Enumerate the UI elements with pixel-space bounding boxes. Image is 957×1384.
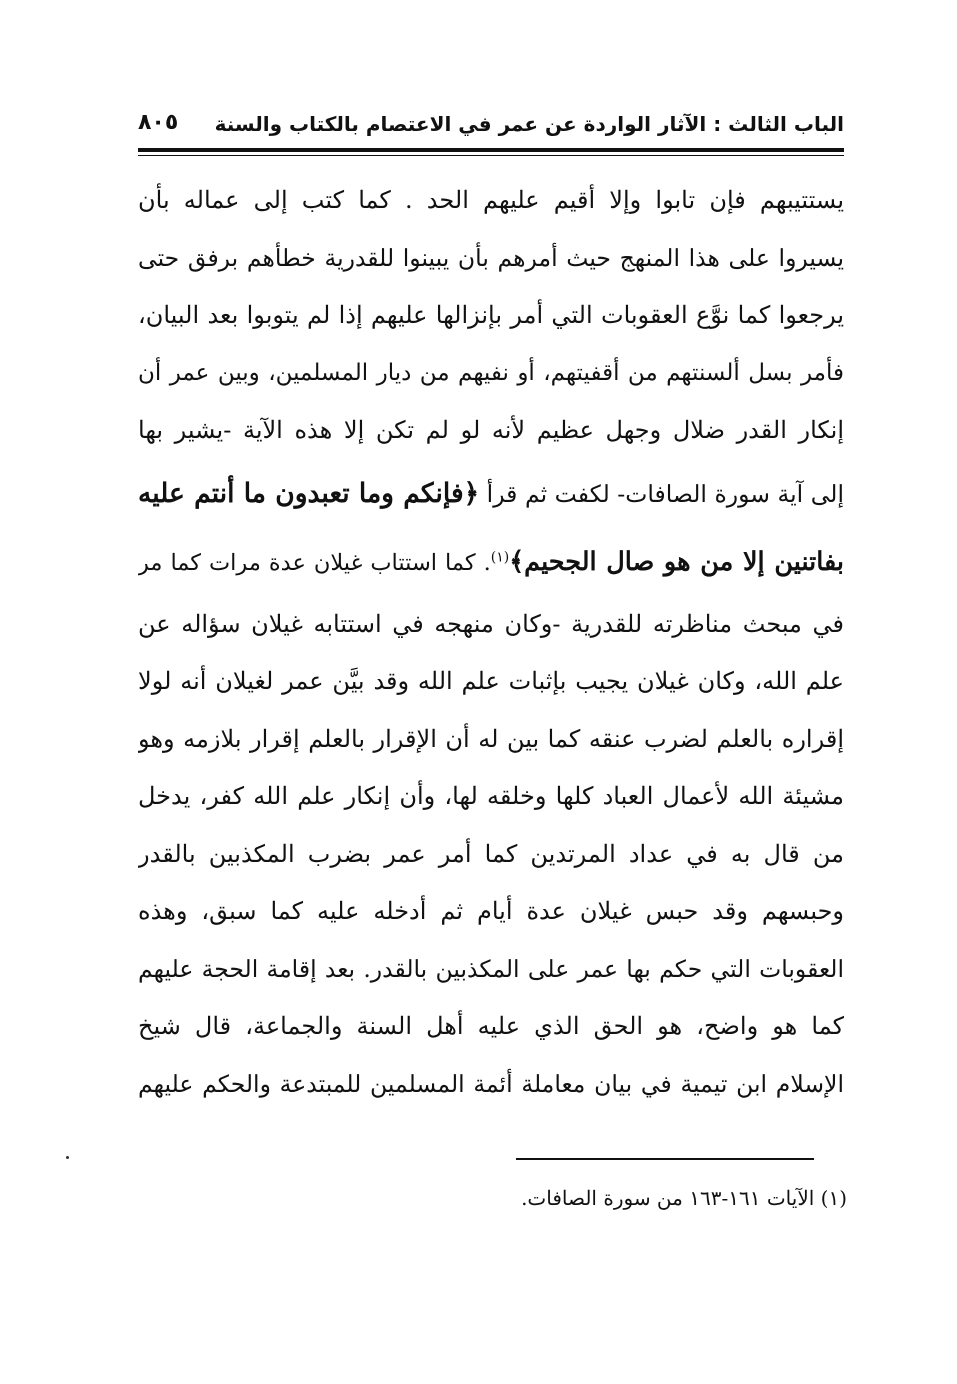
- chapter-title: الباب الثالث : الآثار الواردة عن عمر في الاعتصام بالكتاب والسنة: [214, 112, 844, 136]
- text-line-14: العقوبات التي حكم بها عمر على المكذبين بالقدر. بعد إقامة الحجة عليهم: [138, 954, 844, 983]
- text-line-8: في مبحث مناظرته للقدرية -وكان منهجه في استتابه غيلان سؤاله عن: [138, 609, 844, 638]
- page-number: ٨٠٥: [138, 110, 179, 135]
- text-line-9: علم الله، وكان غيلان يجيب بإثبات علم الله وقد بيَّن عمر لغيلان أنه لولا: [138, 667, 844, 695]
- text-line-10: إقراره بالعلم لضرب عنقه كما بين له أن الإقرار بالعلم إقرار بلازمه وهو: [138, 724, 844, 753]
- text-line-11: مشيئة الله لأعمال العباد كلها وخلقه لها، وأن إنكار علم الله كفر، يدخل: [138, 782, 844, 810]
- text-line-4: فأمر بسل ألسنتهم من أقفيتهم، أو نفيهم من ديار المسلمين، وبين عمر أن: [138, 359, 844, 386]
- line6-prefix: إلى آية سورة الصافات- لكفت ثم قرأ: [479, 479, 844, 508]
- text-line-13: وحبسهم وقد حبس غيلان عدة أيام ثم أدخله عليه كما سبق، وهذه: [138, 897, 844, 925]
- text-line-7: [138, 528, 844, 596]
- running-header: [138, 108, 844, 144]
- text-line-1: يستتيبهم فإن تابوا وإلا أقيم عليهم الحد . كما كتب إلى عماله بأن: [138, 186, 844, 214]
- scan-speck: [66, 1156, 69, 1159]
- text-line-12: من قال به في عداد المرتدين كما أمر عمر بضرب المكذبين بالقدر: [138, 839, 844, 868]
- text-line-15: كما هو واضح، هو الحق الذي عليه أهل السنة والجماعة، قال شيخ: [138, 1012, 844, 1040]
- text-line-3: يرجعوا كما نوَّع العقوبات التي أمر بإنزالها عليهم إذا لم يتوبوا بعد البيان،: [138, 301, 844, 329]
- text-line-6: [138, 460, 844, 528]
- text-line-2: يسيروا على هذا المنهج حيث أمرهم بأن يبينوا للقدرية خطأهم برفق حتى: [138, 243, 844, 272]
- quran-verse-part-2: بفاتنين إلا من هو صال الجحيم﴾: [509, 546, 844, 577]
- line7-suffix: . كما استتاب غيلان عدة مرات كما مر: [138, 549, 491, 576]
- header-rule-thick: [138, 148, 844, 152]
- body-text: [138, 172, 844, 1113]
- text-line-16: الإسلام ابن تيمية في بيان معاملة أئمة المسلمين للمبتدعة والحكم عليهم: [138, 1069, 844, 1098]
- footnote-marker: (١): [490, 549, 510, 565]
- text-line-5: إنكار القدر ضلال وجهل عظيم لأنه لو لم تكن إلا هذه الآية -يشير بها: [138, 416, 844, 444]
- header-rule-thin: [138, 155, 844, 156]
- footnote: (١) الآيات ١٦١-١٦٣ من سورة الصافات.: [521, 1186, 847, 1210]
- footnote-separator: [516, 1158, 814, 1160]
- quran-verse-part-1: ﴿فإنكم وما تعبدون ما أنتم عليه: [138, 477, 480, 509]
